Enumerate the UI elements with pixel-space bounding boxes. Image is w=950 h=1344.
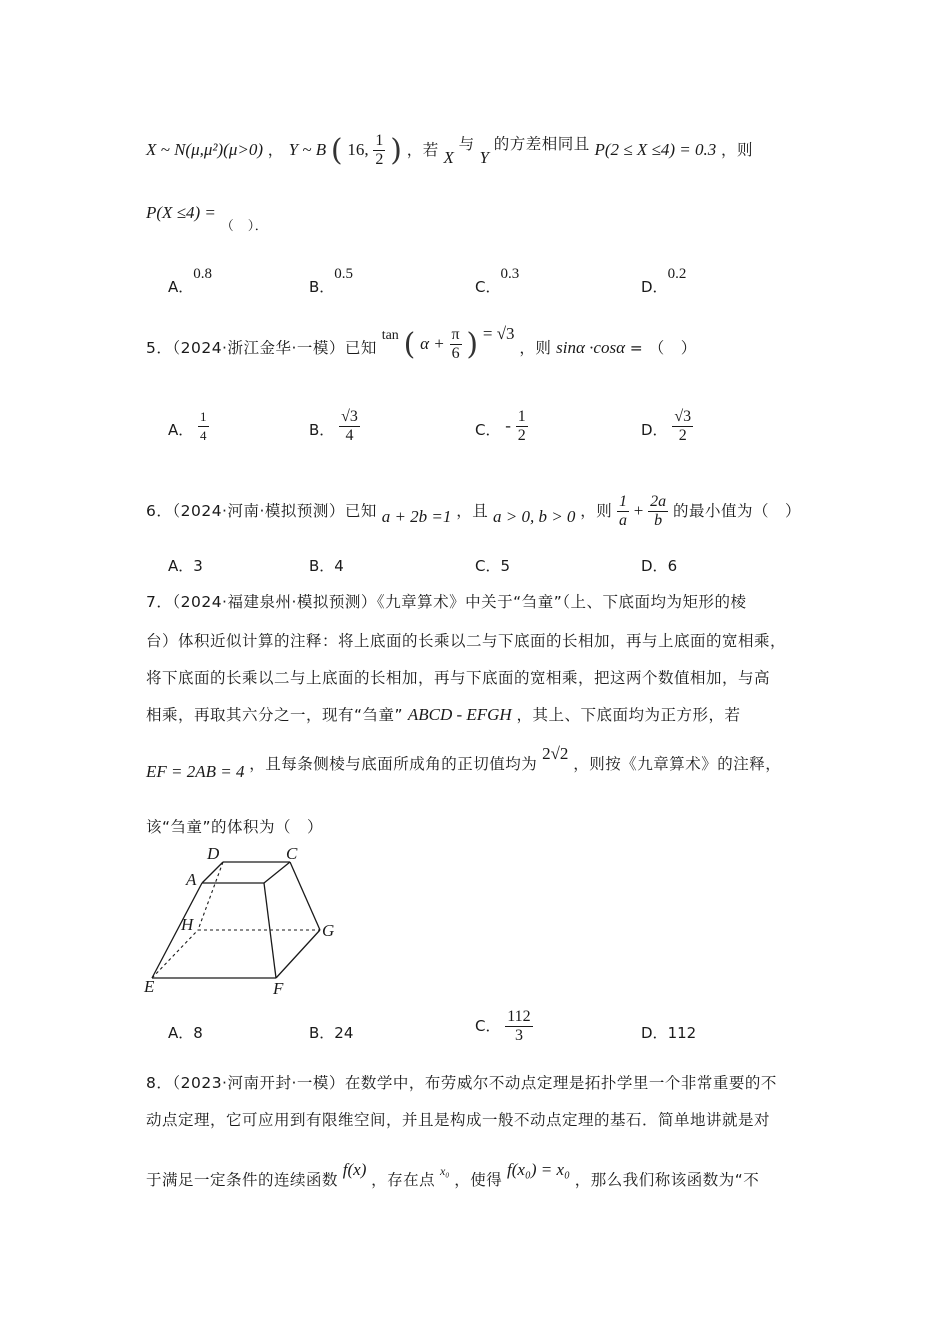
- q5-pi-over-6: $\frac{\pi}{6}$: [451, 326, 460, 362]
- q4-option-a[interactable]: A．0.8: [168, 266, 213, 296]
- q6-fraction-2: $\frac{2a}{b}$: [650, 493, 667, 529]
- vertex-a-label: A: [186, 870, 197, 889]
- q6-stem: 6．（2024·河南·模拟预测）已知 a + 2b =1 ，且 a > 0, b > 0 ，则 $\frac{1}{a}$ + $\frac{2a}{b}$ 的最小值为（ ）: [146, 493, 801, 529]
- q7-line-4: 相乘，再取其六分之一，现有“刍童” ABCD - EFGH ，其上、下底面均为正方形，若: [146, 705, 741, 724]
- vertex-f-label: F: [273, 979, 284, 998]
- q5-option-a[interactable]: A． $\frac{1}{4}$: [168, 409, 207, 443]
- q4-x-distribution: X ~ N(μ,μ²)(μ>0): [146, 140, 263, 159]
- q4-option-d[interactable]: D．0.2: [641, 266, 687, 296]
- edge-eh-hidden: [152, 930, 198, 978]
- q4-line2: P(X ≤4) = （ ）．: [146, 203, 269, 234]
- q5-stem: 5．（2024·浙江金华·一模）已知 tan ( α + $\frac{\pi}{6}$ ) = √3 ，则 sinα ·cosα = （ ）: [146, 324, 697, 362]
- q7-option-d[interactable]: D．112: [641, 1024, 697, 1042]
- q8-point: x₀: [439, 1164, 450, 1178]
- q6-fraction-1: $\frac{1}{a}$: [619, 493, 628, 529]
- edge-ae: [152, 883, 202, 978]
- q8-fixed-point-equation: f(x₀) = x₀: [507, 1160, 570, 1179]
- q5-option-b[interactable]: B． $\frac{√3}{4}$: [309, 408, 358, 444]
- q4-var-y: Y: [479, 148, 489, 167]
- q8-line-3: 于满足一定条件的连续函数 f(x) ，存在点 x₀ ，使得 f(x₀) = x₀ ，那么我们称该函数为“不: [146, 1160, 760, 1189]
- edge-ad: [202, 862, 223, 883]
- q4-var-x: X: [443, 148, 454, 167]
- q7-edge-condition: EF = 2AB = 4: [146, 762, 245, 781]
- q6-option-c[interactable]: C．5: [475, 557, 511, 575]
- q8-function: f(x): [342, 1160, 367, 1179]
- q7-line-6: 该“刍童”的体积为（ ）: [146, 818, 324, 836]
- vertex-d-label: D: [207, 844, 220, 863]
- q7-line-1: 7．（2024·福建泉州·模拟预测）《九章算术》中关于“刍童”（上、下底面均为矩形的棱: [146, 593, 747, 611]
- q4-option-b[interactable]: B．0.5: [309, 266, 354, 296]
- vertex-c-label: C: [286, 844, 298, 863]
- q8-line-2: 动点定理，它可应用到有限维空间，并且是构成一般不动点定理的基石．简单地讲就是对: [146, 1111, 771, 1129]
- q6-option-d[interactable]: D．6: [641, 557, 678, 575]
- q7-line-2: 台）体积近似计算的注释：将上底面的长乘以二与下底面的长相加，再与上底面的宽相乘，: [146, 632, 787, 650]
- q8-line-1: 8．（2023·河南开封·一模）在数学中，布劳威尔不动点定理是拓扑学里一个非常重要的不: [146, 1074, 777, 1092]
- q7-tangent-value: 2√2: [542, 744, 569, 763]
- q7-line-5: EF = 2AB = 4 ，且每条侧棱与底面所成角的正切值均为 2√2 ，则按《九章算术》的注释，: [146, 744, 782, 781]
- edge-fg: [276, 930, 320, 978]
- q4-probability-ask: P(X ≤4) =: [146, 203, 216, 222]
- q4-line1: X ~ N(μ,μ²)(μ>0) ， Y ~ B ( 16, $\frac{1}{2}$ ) ，若 X 与 Y 的方差相同且 P(2 ≤ X ≤4) = 0.3 ，则: [146, 132, 754, 168]
- q4-y-fraction: $\frac{1}{2}$: [375, 132, 384, 168]
- q7-option-b[interactable]: B．24: [309, 1024, 354, 1042]
- vertex-h-label: H: [181, 915, 194, 934]
- q6-condition-2: a > 0, b > 0: [492, 507, 576, 526]
- edge-cg: [290, 862, 320, 930]
- q5-option-d[interactable]: D． $\frac{√3}{2}$: [641, 408, 692, 444]
- q4-y-distribution: Y ~ B: [288, 140, 327, 159]
- edge-dh-hidden: [198, 862, 223, 930]
- edge-bc: [264, 862, 290, 883]
- q5-expression: sinα ·cosα: [556, 338, 625, 357]
- q7-frustum-figure: [140, 840, 350, 1000]
- q6-option-a[interactable]: A．3: [168, 557, 203, 575]
- q4-probability-condition: P(2 ≤ X ≤4) = 0.3: [594, 140, 717, 159]
- q7-line-3: 将下底面的长乘以二与上底面的长相加，再与下底面的宽相乘，把这两个数值相加，与高: [146, 669, 771, 687]
- q7-frustum-name: ABCD - EFGH: [407, 705, 512, 724]
- vertex-e-label: E: [144, 977, 155, 996]
- q6-condition-1: a + 2b =1: [381, 507, 452, 526]
- q7-option-a[interactable]: A．8: [168, 1024, 203, 1042]
- q5-option-c[interactable]: C． - $\frac{1}{2}$: [475, 408, 526, 444]
- q4-option-c[interactable]: C．0.3: [475, 266, 520, 296]
- vertex-g-label: G: [322, 921, 335, 940]
- q6-option-b[interactable]: B．4: [309, 557, 344, 575]
- q7-option-c[interactable]: C． $\frac{112}{3}$: [475, 1008, 531, 1044]
